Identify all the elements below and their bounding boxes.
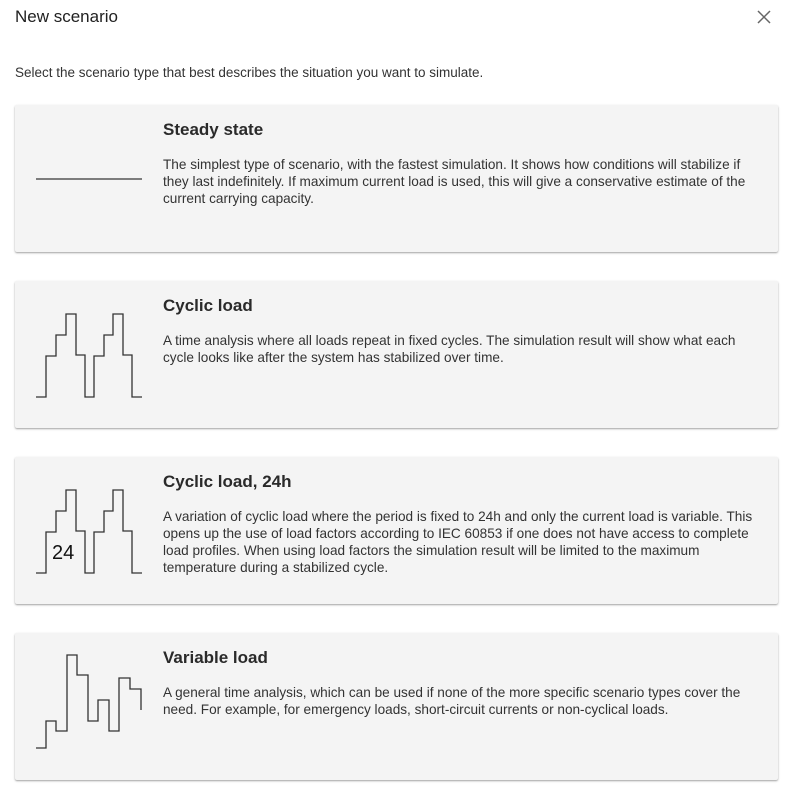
option-description: A time analysis where all loads repeat in fixed cycles. The simulation result will show what each cycle looks like after the system has stabilized over time. [163, 333, 736, 365]
option-title: Cyclic load, 24h [163, 472, 292, 491]
option-title: Variable load [163, 648, 268, 667]
option-description: The simplest type of scenario, with the fastest simulation. It shows how conditions will stabilize if they last indefinitely. If maximum current load is used, this will give a conservative estimate of the current carrying capacity. [163, 157, 746, 206]
dialog-title: New scenario [15, 7, 118, 26]
option-description: A variation of cyclic load where the period is fixed to 24h and only the current load is variable. This opens up the use of load factors according to IEC 60853 if one does not have access to complete load profiles. When using load factors the simulation result will be limited to the maximum temperature during a stabilized cycle. [163, 509, 753, 575]
variable-load-icon [35, 647, 143, 767]
option-steady-state[interactable] [15, 105, 778, 252]
close-icon[interactable] [755, 8, 773, 26]
dialog-subtitle: Select the scenario type that best describes the situation you want to simulate. [15, 65, 484, 80]
option-title: Cyclic load [163, 296, 253, 315]
option-variable-load[interactable] [15, 633, 778, 780]
option-cyclic-load[interactable] [15, 281, 778, 428]
option-description: A general time analysis, which can be used if none of the more specific scenario types cover the need. For example, for emergency loads, short-circuit currents or non-cyclical loads. [163, 685, 741, 717]
icon-label: 24 [52, 542, 75, 564]
option-cyclic-load-24h[interactable] [15, 457, 778, 604]
flat-line-icon [35, 119, 143, 239]
cyclic-load-24h-icon [35, 471, 143, 591]
option-title: Steady state [163, 120, 264, 139]
cyclic-load-icon [35, 295, 143, 415]
